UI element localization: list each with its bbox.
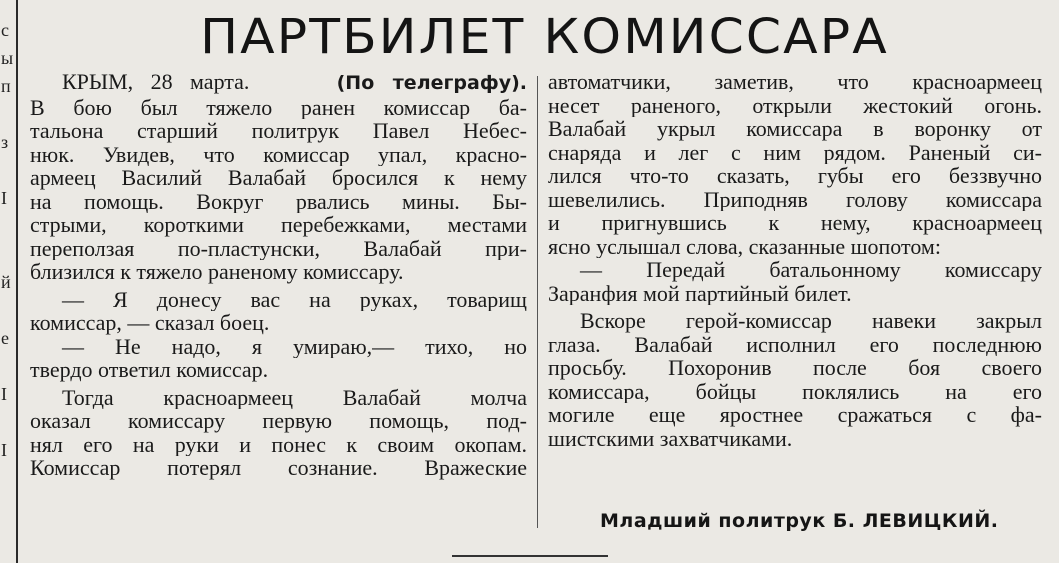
dateline: КРЫМ, 28 марта.	[62, 70, 250, 94]
adjacent-column-fragment	[0, 0, 18, 563]
text-line: близился к тяжело раненому комиссару.	[30, 260, 404, 284]
text-line: твердо ответил комиссар.	[30, 358, 269, 382]
text-line: Валабай укрыл комиссара в воронку от	[548, 117, 1042, 141]
text-line: комиссар, — сказал боец.	[30, 311, 270, 335]
margin-fragment: п	[1, 76, 11, 96]
margin-fragment	[1, 296, 16, 324]
text-line: снаряда и лег с ним рядом. Раненый си-	[548, 140, 1042, 164]
text-line: и пригнувшись к нему, красноармеец	[548, 211, 1042, 235]
text-line: Тогда красноармеец Валабай молча	[62, 385, 527, 409]
text-line: — Я донесу вас на руках, товарищ	[62, 287, 527, 311]
margin-fragment	[1, 100, 16, 128]
text-line: нюк. Увидев, что комиссар упал, красно-	[30, 142, 527, 166]
text-line: лился что-то сказать, губы его беззвучно	[548, 164, 1042, 188]
margin-fragment: I	[1, 440, 7, 460]
column-divider	[537, 76, 538, 528]
article-column-left	[30, 70, 527, 480]
margin-fragment: е	[1, 328, 9, 348]
text-line: Вскоре герой-комиссар навеки закрыл	[580, 309, 1042, 333]
margin-fragment	[1, 352, 16, 380]
text-line: — Не надо, я умираю,— тихо, но	[62, 334, 527, 358]
article-column-right	[548, 70, 1042, 450]
text-line: В бою был тяжело ранен комиссар ба-	[30, 95, 527, 119]
margin-fragment	[1, 492, 16, 520]
text-line: Комиссар потерял сознание. Вражеские	[30, 456, 527, 480]
text-line: могиле еще яростнее сражаться с фа-	[548, 403, 1042, 427]
text-line: шистскими захватчиками.	[548, 426, 793, 450]
margin-fragment	[1, 408, 16, 436]
bottom-divider	[452, 555, 608, 557]
margin-fragment	[1, 464, 16, 492]
margin-fragment: I	[1, 188, 7, 208]
margin-fragment: ы	[1, 48, 14, 68]
margin-fragment: I	[1, 384, 7, 404]
text-line: на помощь. Вокруг рвались мины. Бы-	[30, 189, 527, 213]
margin-fragment: й	[1, 272, 11, 292]
text-line: переползая по-пластунски, Валабай при-	[30, 236, 527, 260]
margin-fragment: с	[1, 20, 9, 40]
text-line: оказал комиссару первую помощь, под-	[30, 409, 527, 433]
text-line: шевелились. Приподняв голову комиссара	[548, 187, 1042, 211]
text-line: Заранфия мой партийный билет.	[548, 281, 852, 305]
margin-fragment	[1, 156, 16, 184]
text-line: автоматчики, заметив, что красноармеец	[548, 70, 1042, 94]
margin-fragment	[1, 240, 16, 268]
text-line: тальона старший политрук Павел Небес-	[30, 119, 527, 143]
text-line: ясно услышал слова, сказанные шопотом:	[548, 234, 941, 258]
text-line: просьбу. Похоронив после боя своего	[548, 356, 1042, 380]
text-line: нял его на руки и понес к своим окопам.	[30, 432, 527, 456]
margin-fragment	[1, 212, 16, 240]
source-note: (По телеграфу).	[336, 72, 527, 94]
text-line: армеец Василий Валабай бросился к нему	[30, 166, 527, 190]
text-line: комиссара, бойцы поклялись на его	[548, 379, 1042, 403]
author-signature: Младший политрук Б. ЛЕВИЦКИЙ.	[600, 510, 999, 532]
dateline-line	[30, 70, 527, 96]
text-line: — Передай батальонному комиссару	[580, 258, 1042, 282]
margin-fragment	[1, 520, 16, 548]
text-line: несет раненого, открыли жестокий огонь.	[548, 93, 1042, 117]
margin-fragment: з	[1, 132, 9, 152]
headline: ПАРТБИЛЕТ КОМИССАРА	[200, 9, 889, 65]
text-line: стрыми, короткими перебежками, местами	[30, 213, 527, 237]
text-line: глаза. Валабай исполнил его последнюю	[548, 332, 1042, 356]
